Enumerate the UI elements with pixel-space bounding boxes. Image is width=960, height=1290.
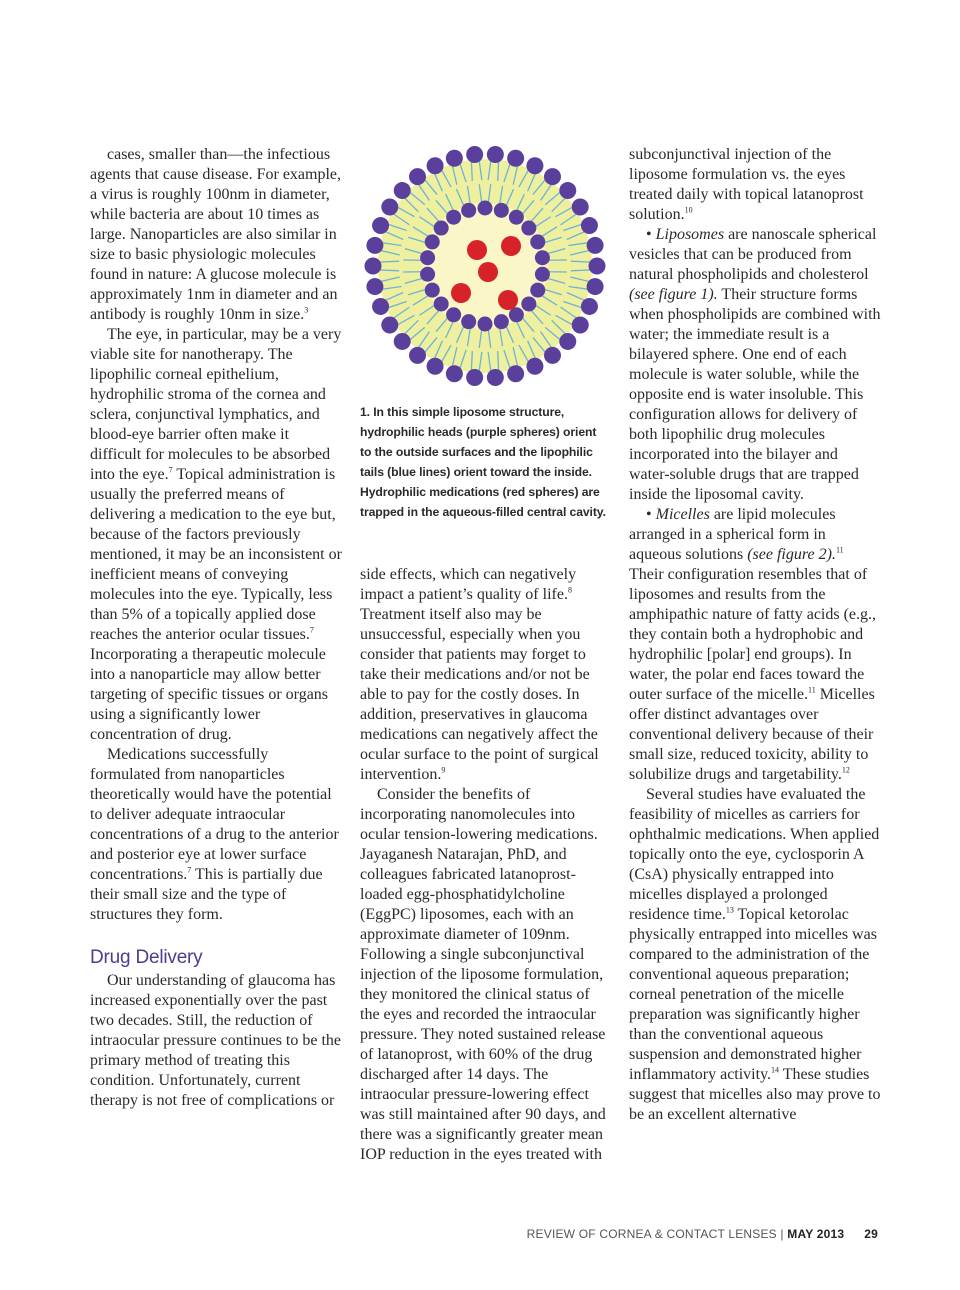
text-run: are nanoscale spherical vesicles that can be produced from natural phospholipids and cholesterol <box>629 226 877 283</box>
text-run: are lipid molecules arranged in a spherical form in aqueous solutions <box>629 506 836 563</box>
column-1-body <box>90 145 342 925</box>
hydrophilic-head-sphere <box>466 369 483 386</box>
hydrophilic-head-sphere <box>589 258 606 275</box>
footnote-ref: 13 <box>725 905 734 915</box>
figure-caption: 1. In this simple liposome structure, hydrophilic heads (purple spheres) orient to the outside surfaces and the lipophilic tails (blue lines) orient toward the inside. Hydrophilic medications (red spheres) are trapped in the aqueous-filled central cavity. <box>360 405 606 519</box>
hydrophilic-head-sphere <box>446 210 461 225</box>
italic-text: (see figure 1). <box>629 286 718 303</box>
paragraph <box>90 745 342 925</box>
hydrophilic-head-sphere <box>559 333 576 350</box>
hydrophilic-head-sphere <box>478 317 493 332</box>
hydrophilic-head-sphere <box>394 333 411 350</box>
hydrophilic-head-sphere <box>427 157 444 174</box>
footnote-ref: 11 <box>835 545 844 555</box>
hydrophilic-head-sphere <box>466 146 483 163</box>
hydrophilic-head-sphere <box>420 250 435 265</box>
hydrophilic-head-sphere <box>587 278 604 295</box>
section-heading-drug-delivery: Drug Delivery <box>90 947 203 968</box>
text-run: Several studies have evaluated the feasibility of micelles as carriers for ophthalmic medications. When applied topically onto the eye, cyclosporin A (CsA) physically entrapped into micelles displayed a prolonged residence time. <box>629 786 880 923</box>
hydrophilic-head-sphere <box>381 199 398 216</box>
text-run: These studies suggest that micelles also may prove to be an excellent alternative <box>629 1066 881 1123</box>
footnote-ref: 7 <box>168 465 173 475</box>
hydrophilic-head-sphere <box>587 237 604 254</box>
footnote-ref: 8 <box>567 585 572 595</box>
hydrophilic-head-sphere <box>509 210 524 225</box>
column-3 <box>629 145 881 1125</box>
text-run: This is partially due their small size and the type of structures they form. <box>90 866 323 923</box>
page-number: 29 <box>864 1227 878 1241</box>
italic-text: Liposomes <box>655 226 725 243</box>
hydrophilic-head-sphere <box>427 358 444 375</box>
hydrophilic-head-sphere <box>581 298 598 315</box>
column-3-body <box>629 145 881 1125</box>
hydrophilic-head-sphere <box>581 217 598 234</box>
paragraph <box>629 505 881 785</box>
text-run: Their configuration resembles that of liposomes and results from the amphipathic nature of fatty acids (e.g., they contain both a hydrophobic and hydrophilic [polar] end groups). In water, the polar end faces toward the outer surface of the micelle. <box>629 566 877 703</box>
hydrophilic-drug-sphere <box>498 290 518 310</box>
hydrophilic-head-sphere <box>446 150 463 167</box>
hydrophilic-head-sphere <box>487 146 504 163</box>
hydrophilic-head-sphere <box>425 283 440 298</box>
footnote-ref: 7 <box>187 865 192 875</box>
footnote-ref: 3 <box>304 305 309 315</box>
paragraph <box>90 145 342 325</box>
hydrophilic-head-sphere <box>530 234 545 249</box>
hydrophilic-head-sphere <box>409 347 426 364</box>
hydrophilic-drug-sphere <box>467 240 487 260</box>
paragraph <box>360 565 610 785</box>
paragraph <box>90 971 342 1111</box>
text-run: Their structure forms when phospholipids are combined with water; the immediate result is a bilayered sphere. One end of each molecule is water soluble, while the opposite end is water insoluble. This configuration allows for delivery of both lipophilic drug molecules incorporated into the bilayer and water-soluble drugs that are trapped inside the liposomal cavity. <box>629 286 881 503</box>
footer-separator: | <box>776 1227 788 1241</box>
paragraph <box>90 325 342 745</box>
hydrophilic-head-sphere <box>572 199 589 216</box>
paragraph <box>360 785 610 1165</box>
hydrophilic-head-sphere <box>434 221 449 236</box>
hydrophilic-drug-sphere <box>478 262 498 282</box>
footer-journal: REVIEW OF CORNEA & CONTACT LENSES <box>526 1227 777 1241</box>
hydrophilic-head-sphere <box>446 365 463 382</box>
hydrophilic-head-sphere <box>409 168 426 185</box>
paragraph <box>629 785 881 1125</box>
hydrophilic-head-sphere <box>478 201 493 216</box>
text-run: The eye, in particular, may be a very viable site for nanotherapy. The lipophilic corneal epithelium, hydrophilic stroma of the cornea and sclera, conjunctival lymphatics, and blood-eye barrier often make it difficult for molecules to be absorbed into the eye. <box>90 326 342 483</box>
hydrophilic-head-sphere <box>420 267 435 282</box>
hydrophilic-head-sphere <box>572 316 589 333</box>
hydrophilic-head-sphere <box>487 369 504 386</box>
hydrophilic-head-sphere <box>507 365 524 382</box>
italic-text: Micelles <box>655 506 710 523</box>
hydrophilic-head-sphere <box>559 182 576 199</box>
hydrophilic-drug-sphere <box>501 236 521 256</box>
text-run: Topical ketorolac physically entrapped into micelles was compared to the administration of the conventional aqueous preparation; corneal penetration of the micelle preparation was significantly higher than the conventional aqueous suspension and demonstrated higher inflammatory activity. <box>629 906 877 1083</box>
hydrophilic-head-sphere <box>372 298 389 315</box>
hydrophilic-head-sphere <box>365 258 382 275</box>
hydrophilic-head-sphere <box>507 150 524 167</box>
text-run: Micelles offer distinct advantages over conventional delivery because of their small size, reduced toxicity, ability to solubilize drugs and targetability. <box>629 686 875 783</box>
hydrophilic-head-sphere <box>366 237 383 254</box>
column-1 <box>90 145 342 1111</box>
hydrophilic-head-sphere <box>366 278 383 295</box>
hydrophilic-head-sphere <box>494 203 509 218</box>
hydrophilic-head-sphere <box>526 157 543 174</box>
hydrophilic-head-sphere <box>425 234 440 249</box>
hydrophilic-head-sphere <box>521 296 536 311</box>
text-run: side effects, which can negatively impact a patient’s quality of life. <box>360 566 577 603</box>
footnote-ref: 7 <box>309 625 314 635</box>
column-1-body-continued <box>90 971 342 1111</box>
hydrophilic-head-sphere <box>521 221 536 236</box>
liposome-illustration <box>360 138 610 400</box>
hydrophilic-head-sphere <box>394 182 411 199</box>
text-run: Consider the benefits of incorporating nanomolecules into ocular tension-lowering medications. Jayaganesh Natarajan, PhD, and colleagues fabricated latanoprost-loaded egg-phosphatidylcholine (EggPC) liposomes, each with an approximate diameter of 109nm. Following a single subconjunctival injection of the liposome formulation, they monitored the clinical status of the eyes and recorded the intraocular pressure. They noted sustained release of latanoprost, with 60% of the drug discharged after 14 days. The intraocular pressure-lowering effect was still maintained after 90 days, and there was a significantly greater mean IOP reduction in the eyes treated with <box>360 786 606 1163</box>
hydrophilic-head-sphere <box>535 250 550 265</box>
hydrophilic-head-sphere <box>434 296 449 311</box>
italic-text: (see figure 2). <box>747 546 836 563</box>
text-run: cases, smaller than—the infectious agents that cause disease. For example, a virus is roughly 100nm in diameter, while bacteria are about 10 times as large. Nanoparticles are also similar in size to basic physiologic molecules found in nature: A glucose molecule is approximately 1nm in diameter and an antibody is roughly 10nm in size. <box>90 146 342 323</box>
hydrophilic-head-sphere <box>381 316 398 333</box>
paragraph <box>629 225 881 505</box>
paragraph <box>629 145 881 225</box>
text-run: Medications successfully formulated from nanoparticles theoretically would have the potential to deliver adequate intraocular concentrations of a drug to the anterior and posterior eye at lower surface concentrations. <box>90 746 339 883</box>
hydrophilic-head-sphere <box>372 217 389 234</box>
text-run: Topical administration is usually the preferred means of delivering a medication to the eye but, because of the factors previously mentioned, it may be an inconsistent or inefficient means of conveying molecules into the eye. Typically, less than 5% of a topically applied dose reaches the anterior ocular tissues. <box>90 466 342 643</box>
footnote-ref: 10 <box>684 205 693 215</box>
text-run: Our understanding of glaucoma has increased exponentially over the past two decades. Still, the reduction of intraocular pressure continues to be the primary method of treating this condition. Unfortunately, current therapy is not free of complications or <box>90 972 342 1109</box>
footnote-ref: 14 <box>771 1065 780 1075</box>
footnote-ref: 12 <box>841 765 850 775</box>
hydrophilic-drug-sphere <box>451 283 471 303</box>
text-run: subconjunctival injection of the liposome formulation vs. the eyes treated daily with topical latanoprost solution. <box>629 146 864 223</box>
figure-liposome <box>360 138 610 522</box>
hydrophilic-head-sphere <box>530 283 545 298</box>
hydrophilic-head-sphere <box>526 358 543 375</box>
hydrophilic-head-sphere <box>544 347 561 364</box>
column-2-body <box>360 565 610 1165</box>
hydrophilic-head-sphere <box>544 168 561 185</box>
text-run: • <box>646 506 656 523</box>
hydrophilic-head-sphere <box>509 307 524 322</box>
hydrophilic-head-sphere <box>446 307 461 322</box>
text-run: • <box>646 226 656 243</box>
page-footer <box>527 1227 878 1241</box>
footer-date: MAY 2013 <box>787 1227 845 1241</box>
footnote-ref: 9 <box>441 765 446 775</box>
hydrophilic-head-sphere <box>461 314 476 329</box>
footnote-ref: 11 <box>808 685 816 695</box>
text-run: Incorporating a therapeutic molecule into a nanoparticle may allow better targeting of specific tissues or organs using a significantly lower concentration of drug. <box>90 646 329 743</box>
text-run: Treatment itself also may be unsuccessful, especially when you consider that patients may forget to take their medications and/or not be able to pay for the costly doses. In addition, preservatives in glaucoma medications can negatively affect the ocular surface to the point of surgical intervention. <box>360 606 599 783</box>
hydrophilic-head-sphere <box>461 203 476 218</box>
hydrophilic-head-sphere <box>535 267 550 282</box>
hydrophilic-head-sphere <box>494 314 509 329</box>
